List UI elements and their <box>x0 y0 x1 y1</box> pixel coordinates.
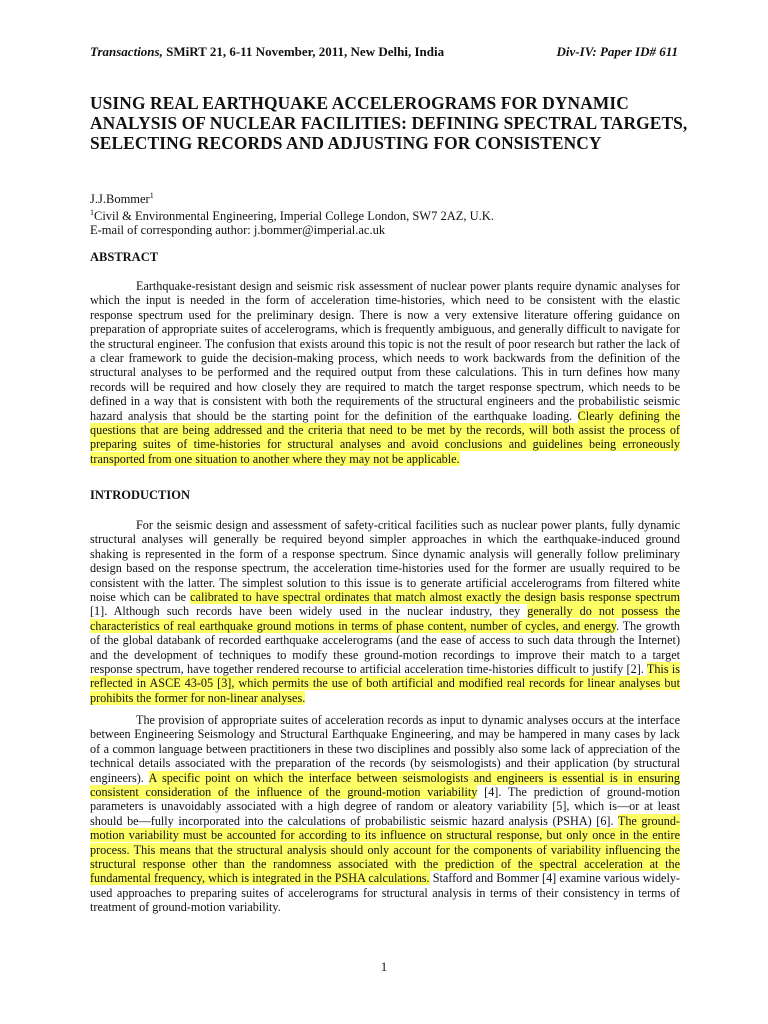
affiliation-line <box>90 206 494 223</box>
paper-title: USING REAL EARTHQUAKE ACCELEROGRAMS FOR DYNAMIC ANALYSIS OF NUCLEAR FACILITIES: DEFINING SPECTRAL TARGETS, SELECTING RECORDS AND ADJUSTING FOR CONSISTENCY <box>90 93 688 153</box>
author-name: J.J.Bommer <box>90 192 150 207</box>
paragraph-text: . The growth of the global databank of recorded earthquake accelerograms (and the ease of access to such data through the Internet) and the development of techniques to modify these ground-motion recordings to improve their match to a target response spectrum, have together rendered recourse to artificial acceleration time-histories difficult to justify [2]. <box>90 618 680 677</box>
abstract-text: Earthquake-resistant design and seismic risk assessment of nuclear power plants require dynamic analyses for which the input is needed in the form of acceleration time-histories, which need to be consistent with the elastic response spectrum used for the preliminary design. There is now a very extensive literature offering guidance on preparation of appropriate suites of accelerograms, which is frequently ambiguous, and generally difficult to navigate for the structural engineer. The confusion that exists around this topic is not the result of poor research but rather the lack of a clear framework to guide the decision-making process, which needs to work backwards from the definition of the structural analyses to be performed and the required output from these calculations. This in turn defines how many records will be required and how closely they are required to match the target response spectrum, which needs to be defined in a way that is consistent with both the requirements of the structural engineers and the probabilistic seismic hazard analysis that should be the starting point for the definition of the earthquake loading. <box>90 279 680 423</box>
highlighted-text: The ground-motion variability must be accounted for according to its influence on structural response, but only once in the entire process. This means that the structural analysis should only account for the components of variability influencing the structural response other than the randomness associated with the prediction of the spectral acceleration at the fundamental frequency, which is integrated in the PSHA calculations. <box>90 813 680 886</box>
highlighted-text: This is reflected in ASCE 43-05 [3], which permits the use of both artificial and modified real records for linear analyses but prohibits the former for non-linear analyses. <box>90 662 680 705</box>
paragraph-text: For the seismic design and assessment of safety-critical facilities such as nuclear power plants, fully dynamic structural analyses will generally be required beyond simpler approaches in which the earthquake-induced ground shaking is represented in the form of a response spectrum. Since dynamic analysis will generally follow preliminary design based on the response spectrum, the acceleration time-histories used for the former are usually required to be consistent with the latter. The simplest solution to this issue is to generate artificial accelerograms from filtered white noise which can be <box>90 518 680 605</box>
intro-paragraph-1 <box>90 518 680 705</box>
author-sup: 1 <box>149 191 154 200</box>
page-number: 1 <box>380 960 388 974</box>
author-name-line <box>90 189 494 206</box>
paragraph-text: [1]. Although such records have been widely used in the nuclear industry, they <box>90 604 528 619</box>
abstract-body <box>90 279 680 466</box>
abstract-highlight: Clearly defining the questions that are being addressed and the criteria that need to be met by the records, will both assist the process of preparing suites of time-histories for structural analyses and avoid conclusions and guidelines being erroneously transported from one situation to another where they may not be applicable. <box>90 408 680 466</box>
running-header-left <box>90 44 444 60</box>
email-line: E-mail of corresponding author: j.bommer@imperial.ac.uk <box>90 223 386 238</box>
author-block <box>90 189 494 237</box>
intro-paragraph-2 <box>90 713 680 915</box>
highlighted-text: A specific point on which the interface between seismologists and engineers is essential is in ensuring consistent consideration of the influence of the ground-motion variability <box>90 770 680 800</box>
highlighted-text: calibrated to have spectral ordinates that match almost exactly the design basis response spectrum <box>190 590 680 605</box>
affiliation: Civil & Environmental Engineering, Imperial College London, SW7 2AZ, U.K. <box>94 209 494 224</box>
paragraph-text: [4]. The prediction of ground-motion parameters is unavoidably associated with a high degree of random or aleatory variability [5], which is—or at least should be—fully incorporated into the calculations of probabilistic seismic hazard analysis (PSHA) [6]. <box>90 785 680 828</box>
running-header-right: Div-IV: Paper ID# 611 <box>556 44 678 59</box>
paragraph-text: Stafford and Bommer [4] examine various widely-used approaches to preparing suites of accelerograms for structural analysis in terms of their consistency in terms of treatment of ground-motion variability. <box>90 871 680 915</box>
introduction-heading: INTRODUCTION <box>90 488 191 502</box>
header-journal: Transactions, <box>90 44 163 59</box>
highlighted-text: generally do not possess the characteristics of real earthquake ground motions in terms of phase content, number of cycles, and energy <box>90 604 680 633</box>
paragraph-text: The provision of appropriate suites of acceleration records as input to dynamic analyses occurs at the interface between Engineering Seismology and Structural Earthquake Engineering, and may be hampered in many cases by lack of a common language between practitioners in these two disciplines and possibly also some lack of appreciation of the technical details associated with the preparation of the records (by seismologists) and their application (by structural engineers). <box>90 713 680 785</box>
affiliation-sup: 1 <box>90 208 94 218</box>
header-conference: SMiRT 21, 6-11 November, 2011, New Delhi, India <box>162 44 445 59</box>
abstract-heading: ABSTRACT <box>90 250 159 264</box>
